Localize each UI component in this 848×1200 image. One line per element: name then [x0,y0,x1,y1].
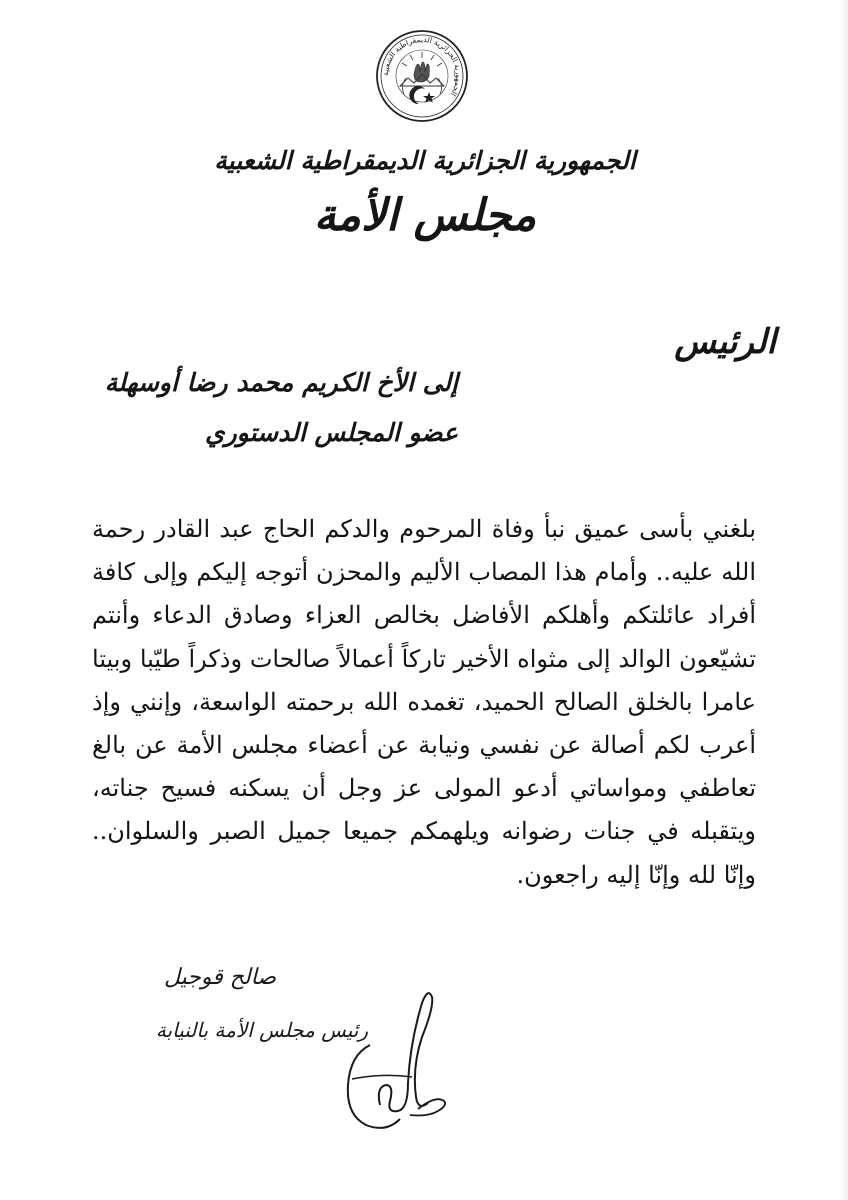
handwritten-signature [322,985,462,1135]
state-seal-icon [374,28,470,124]
signatory-title: رئيس مجلس الأمة بالنيابة [155,1018,368,1042]
signatory-name: صالح قوجيل [163,965,276,990]
header-council-name: مجلس الأمة [313,190,537,241]
body-line: أفراد عائلتكم وأهلكم الأفاضل بخالص العزاء وصادق الدعاء وأنتم [92,601,756,630]
addressee-name: إلى الأخ الكريم محمد رضا أوسهلة [104,368,458,397]
letter-body [92,508,756,897]
body-line: الله عليه.. وأمام هذا المصاب الأليم والمحزن أتوجه إليكم وإلى كافة [92,558,756,587]
body-line: تعاطفي ومواساتي أدعو المولى عز وجل أن يسكنه فسيح جناته، [92,774,756,803]
paper-edge-shadow [840,0,848,1200]
body-line: وإنّا لله وإنّا إليه راجعون. [516,860,756,889]
body-line: عامرا بالخلق الصالح الحميد، تغمده الله برحمته الواسعة، وإنني وإذ [92,687,756,716]
body-line: بلغني بأسى عميق نبأ وفاة المرحوم والدكم الحاج عبد القادر رحمة [92,515,756,543]
body-line: أعرب لكم أصالة عن نفسي ونيابة عن أعضاء مجلس الأمة عن بالغ [92,731,757,760]
addressee-position: عضو المجلس الدستوري [205,418,458,447]
state-seal [374,28,470,124]
signature-icon [322,985,462,1135]
header-republic-name: الجمهورية الجزائرية الديمقراطية الشعبية [214,146,636,175]
seal-ring-text: الجمهورية الجزائرية الديمقراطية الشعبية [380,34,464,98]
body-line: تشيّعون الوالد إلى مثواه الأخير تاركاً أعمالاً صالحات وذكراً طيّبا وبيتا [92,644,756,673]
body-line: ويتقبله في جنات رضوانه ويلهمكم جميعا جميل الصبر والسلوان.. [92,817,756,846]
president-heading: الرئيس [674,322,776,362]
